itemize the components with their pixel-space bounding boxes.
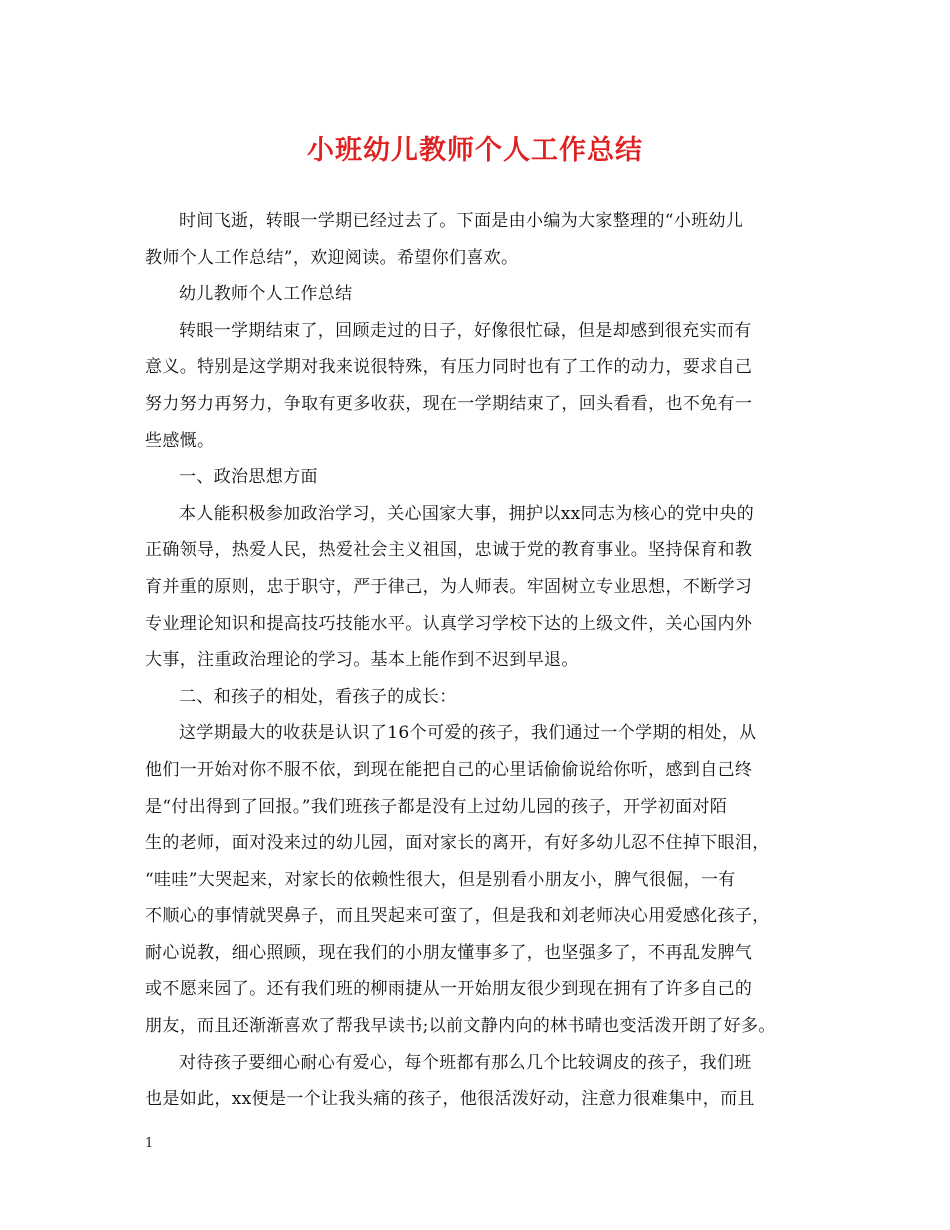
text-line: 朋友，而且还渐渐喜欢了帮我早读书;以前文静内向的林书晴也变活泼开朗了好多。 — [145, 1016, 776, 1037]
section-heading: 二、和孩子的相处，看孩子的成长： — [179, 686, 457, 707]
text-line: 也是如此，xx便是一个让我头痛的孩子，他很活泼好动，注意力很难集中，而且 — [145, 1089, 755, 1110]
text-line: 正确领导，热爱人民，热爱社会主义祖国，忠诚于党的教育事业。坚持保育和教 — [145, 540, 753, 561]
text-line: 是“付出得到了回报。”我们班孩子都是没有上过幼儿园的孩子，开学初面对陌 — [145, 796, 728, 817]
text-line: 努力努力再努力，争取有更多收获，现在一学期结束了，回头看看，也不免有一 — [145, 393, 753, 414]
text-line: 些感慨。 — [145, 430, 215, 451]
text-line: 或不愿来园了。还有我们班的柳雨捷从一开始朋友很少到现在拥有了许多自己的 — [145, 979, 753, 1000]
text-line: 转眼一学期结束了，回顾走过的日子，好像很忙碌，但是却感到很充实而有 — [179, 320, 752, 341]
text-line: 他们一开始对你不服不依，到现在能把自己的心里话偷偷说给你听，感到自己终 — [145, 759, 753, 780]
text-line: 对待孩子要细心耐心有爱心，每个班都有那么几个比较调皮的孩子，我们班 — [179, 1052, 752, 1073]
page-number: 1 — [145, 1136, 154, 1151]
text-line: 耐心说教，细心照顾，现在我们的小朋友懂事多了，也坚强多了，不再乱发脾气 — [145, 942, 753, 963]
text-line: 生的老师，面对没来过的幼儿园，面对家长的离开，有好多幼儿忍不住掉下眼泪， — [145, 833, 770, 854]
text-line: 大事，注重政治理论的学习。基本上能作到不迟到早退。 — [145, 650, 579, 671]
text-line: 这学期最大的收获是认识了16个可爱的孩子，我们通过一个学期的相处，从 — [179, 723, 757, 744]
section-subtitle: 幼儿教师个人工作总结 — [179, 284, 353, 305]
text-line: “哇哇”大哭起来，对家长的依赖性很大，但是别看小朋友小，脾气很倔，一有 — [145, 869, 736, 890]
document-body — [145, 203, 825, 1118]
section-heading: 一、政治思想方面 — [179, 467, 318, 488]
text-line: 育并重的原则，忠于职守，严于律己，为人师表。牢固树立专业思想，不断学习 — [145, 576, 753, 597]
text-line: 不顺心的事情就哭鼻子，而且哭起来可蛮了，但是我和刘老师决心用爱感化孩子， — [145, 906, 770, 927]
document-title: 小班幼儿教师个人工作总结 — [307, 135, 643, 166]
text-line: 教师个人工作总结”，欢迎阅读。希望你们喜欢。 — [145, 247, 519, 268]
text-line: 专业理论知识和提高技巧技能水平。认真学习学校下达的上级文件，关心国内外 — [145, 613, 753, 634]
text-line: 时间飞逝，转眼一学期已经过去了。下面是由小编为大家整理的“小班幼儿 — [179, 211, 744, 231]
text-line: 本人能积极参加政治学习，关心国家大事，拥护以xx同志为核心的党中央的 — [179, 503, 755, 524]
text-line: 意义。特别是这学期对我来说很特殊，有压力同时也有了工作的动力，要求自己 — [145, 357, 753, 378]
